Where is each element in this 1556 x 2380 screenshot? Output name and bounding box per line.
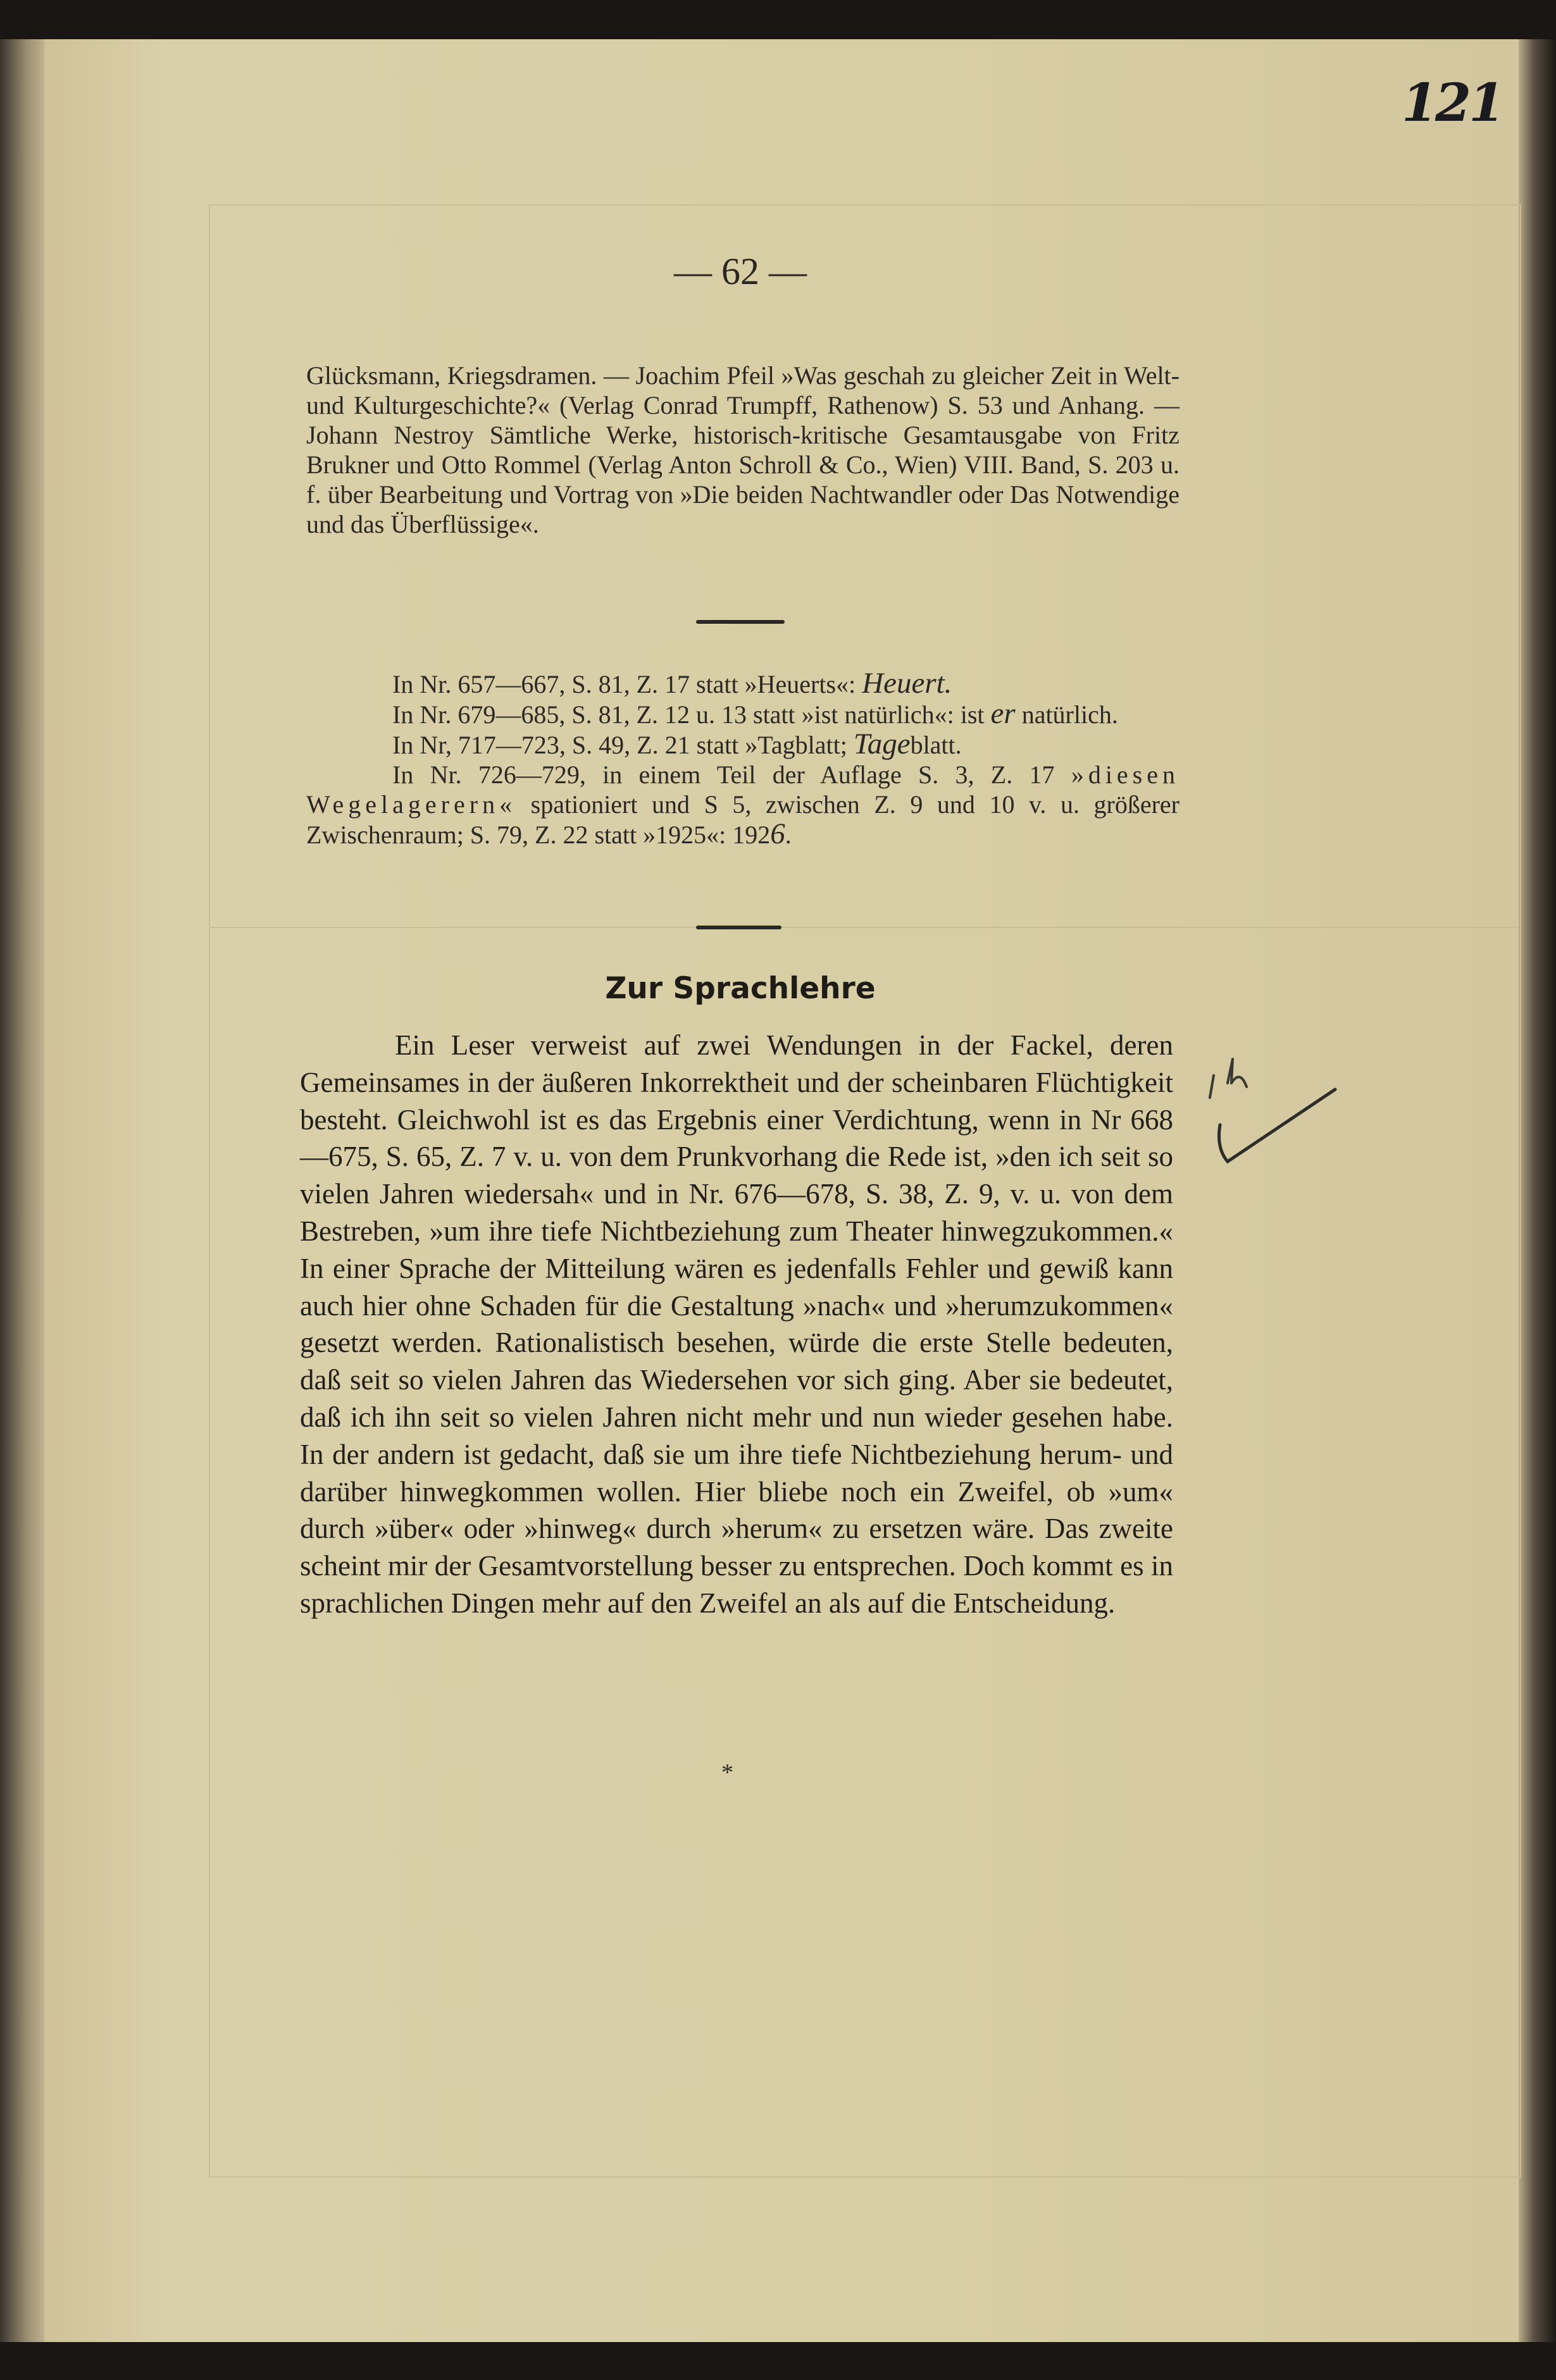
body-text	[300, 1027, 1173, 1622]
correction-fix: 6	[770, 817, 785, 850]
pencil-annotation-mark	[1202, 1038, 1354, 1170]
page-fold-line	[209, 927, 1519, 928]
correction-text: In Nr, 717—723, S. 49, Z. 21 statt »Tagblatt;	[392, 731, 847, 759]
correction-item	[306, 699, 1179, 729]
body-paragraph: Ein Leser verweist auf zwei Wendungen in der Fackel, deren Gemeinsames in der äußeren Inkorrektheit und der scheinbaren Flüchtigkeit besteht. Gleichwohl ist es das Ergebnis einer Verdichtung, wenn in Nr 668—675, S. 65, Z. 7 v. u. von dem Prunkvorhang die Rede ist, »den ich seit so vielen Jahren wiedersah« und in Nr. 676—678, S. 38, Z. 9, v. u. von dem Bestreben, »um ihre tiefe Nichtbeziehung zum Theater hinwegzukommen.« In einer Sprache der Mitteilung wären es jedenfalls Fehler und gewiß kann auch hier ohne Schaden für die Gestaltung »nach« und »herumzukommen« gesetzt werden. Rationalistisch besehen, würde die erste Stelle bedeuten, daß seit so vielen Jahren das Wiedersehen vor sich ging. Aber sie bedeutet, daß ich ihn seit so vielen Jahren nicht mehr und nun wieder gesehen habe. In der andern ist gedacht, daß sie um ihre tiefe Nichtbeziehung herum- und darüber hinwegkommen wollen. Hier bliebe noch ein Zweifel, ob »um« durch »über« oder »hinweg« durch »herum« zu ersetzen wäre. Das zweite scheint mir der Gesamtvorstellung besser zu entsprechen. Doch kommt es in sprachlichen Dingen mehr auf den Zweifel an als auf die Entscheidung.	[300, 1029, 1173, 1619]
section-divider	[696, 926, 781, 929]
correction-fix: Heuert.	[862, 667, 952, 700]
correction-text: spationiert und S 5, zwischen Z. 9 und 10 v. u. größerer Zwischenraum; S. 79, Z. 22 statt »1925«: 192	[306, 790, 1179, 849]
correction-item	[306, 729, 1179, 760]
section-heading: Zur Sprachlehre	[605, 971, 876, 1006]
bibliography-paragraph: Glücksmann, Kriegsdramen. — Joachim Pfeil »Was geschah zu gleicher Zeit in Welt- und Kulturgeschichte?« (Verlag Conrad Trumpff, Rathenow) S. 53 und Anhang. — Johann Nestroy Sämtliche Werke, historisch-kritische Gesamtausgabe von Fritz Brukner und Otto Rommel (Verlag Anton Schroll & Co., Wien) VIII. Band, S. 203 u. f. über Bearbeitung und Vortrag von »Die beiden Nachtwandler oder Das Notwendige und das Überflüssige«.	[306, 361, 1179, 538]
correction-text: In Nr. 679—685, S. 81, Z. 12 u. 13 statt »ist natürlich«:	[392, 700, 954, 729]
archive-folio-number: 121	[1402, 73, 1503, 133]
correction-item	[306, 669, 1179, 699]
correction-text: natürlich.	[1021, 700, 1118, 729]
corrections-block	[306, 669, 1179, 850]
correction-text: In Nr. 726—729, in einem Teil der Auflage S. 3, Z. 17	[392, 760, 1055, 789]
correction-fix: er	[990, 697, 1016, 730]
correction-item	[306, 760, 1179, 850]
correction-fix: Tage	[853, 728, 911, 760]
page-right-edge	[1519, 39, 1556, 2342]
correction-text: ist	[960, 700, 985, 729]
correction-text: .	[785, 821, 792, 849]
page-number: — 62 —	[674, 251, 807, 292]
end-mark: *	[721, 1759, 733, 1786]
correction-text: blatt.	[910, 731, 962, 759]
correction-text: In Nr. 657—667, S. 81, Z. 17 statt »Heuerts«:	[392, 670, 856, 698]
book-spine-edge	[0, 39, 44, 2342]
section-divider	[696, 620, 785, 624]
spaced-phrase: »diesen Wegelagerern«	[306, 760, 1179, 819]
